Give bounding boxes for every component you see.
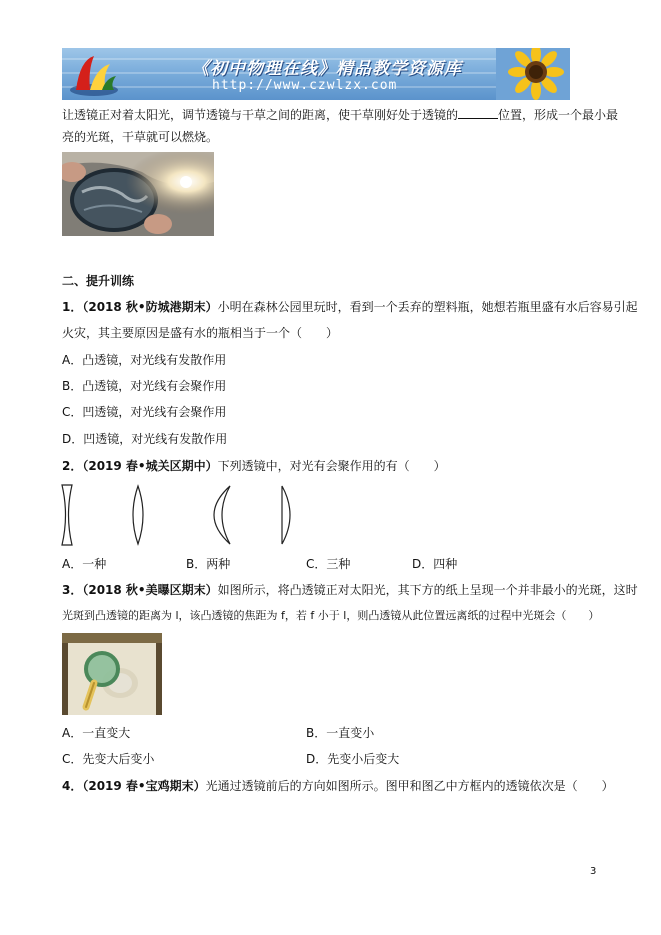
q2-number: 2． [62, 459, 83, 473]
q3-option-a[interactable]: A．一直变大 [62, 726, 131, 740]
q3-stem-line-1 [62, 581, 638, 599]
q2-option-a[interactable]: A．一种 [62, 557, 107, 571]
q3-stem-line-2: 光斑到凸透镜的距离为 l，该凸透镜的焦距为 f，若 f 小于 l，则凸透镜从此位置远离纸的过程中光斑会（ ） [62, 609, 600, 622]
q1-stem: 小明在森林公园里玩时，看到一个丢弃的塑料瓶，她想若瓶里盛有水后容易引起 [217, 300, 638, 314]
site-logo-icon [66, 50, 122, 98]
q3-option-b[interactable]: B．一直变小 [306, 726, 375, 740]
meniscus-lens-icon [214, 486, 230, 544]
header-banner [62, 48, 570, 100]
q1-stem-line-2: 火灾，其主要原因是盛有水的瓶相当于一个（ ） [62, 326, 339, 340]
page-number: 3 [590, 866, 597, 877]
intro-line-1 [62, 106, 618, 124]
magnifier-photo [62, 633, 162, 715]
q2-source: （2019 春•城关区期中） [82, 459, 218, 473]
answer-blank [458, 106, 498, 119]
intro-text-before-blank: 让透镜正对着太阳光，调节透镜与干草之间的距离，使干草刚好处于透镜的 [62, 108, 459, 122]
plano-convex-lens-icon [282, 486, 290, 544]
banner-title: 《初中物理在线》精品教学资源库 [192, 59, 462, 79]
q1-option-d[interactable]: D．凹透镜，对光线有发散作用 [62, 432, 228, 446]
q4-stem-line [62, 777, 614, 795]
q1-stem-line-1 [62, 298, 638, 316]
q1-option-a[interactable]: A．凸透镜，对光线有发散作用 [62, 353, 227, 367]
q2-lens-figures [58, 482, 308, 548]
q1-source: （2018 秋•防城港期末） [82, 300, 218, 314]
biconcave-lens-icon [62, 485, 72, 545]
q1-option-c[interactable]: C．凹透镜，对光线有会聚作用 [62, 405, 227, 419]
q3-number: 3． [62, 583, 83, 597]
biconvex-lens-icon [133, 486, 143, 544]
banner-url[interactable]: http://www.czwlzx.com [212, 78, 398, 93]
q2-option-d[interactable]: D．四种 [412, 557, 458, 571]
q3-option-c[interactable]: C．先变大后变小 [62, 752, 155, 766]
q2-stem: 下列透镜中，对光有会聚作用的有（ ） [217, 459, 446, 473]
q1-option-b[interactable]: B．凸透镜，对光线有会聚作用 [62, 379, 227, 393]
intro-text-after-blank: 位置，形成一个最小最 [498, 108, 619, 122]
q3-stem: 如图所示，将凸透镜正对太阳光，其下方的纸上呈现一个并非最小的光斑，这时 [217, 583, 638, 597]
q4-source: （2019 春•宝鸡期末） [82, 779, 206, 793]
q4-stem: 光通过透镜前后的方向如图所示。图甲和图乙中方框内的透镜依次是（ ） [205, 779, 614, 793]
q2-stem-line [62, 457, 446, 475]
intro-line-2: 亮的光斑，干草就可以燃烧。 [62, 130, 219, 144]
q1-number: 1． [62, 300, 83, 314]
lens-burning-photo [62, 152, 214, 236]
q3-option-d[interactable]: D．先变小后变大 [306, 752, 400, 766]
q4-number: 4． [62, 779, 83, 793]
q2-option-b[interactable]: B．两种 [186, 557, 231, 571]
sunflower-icon [496, 48, 570, 100]
section-title: 二、提升训练 [62, 274, 135, 288]
q3-source: （2018 秋•美曝区期末） [82, 583, 218, 597]
q2-option-c[interactable]: C．三种 [306, 557, 351, 571]
